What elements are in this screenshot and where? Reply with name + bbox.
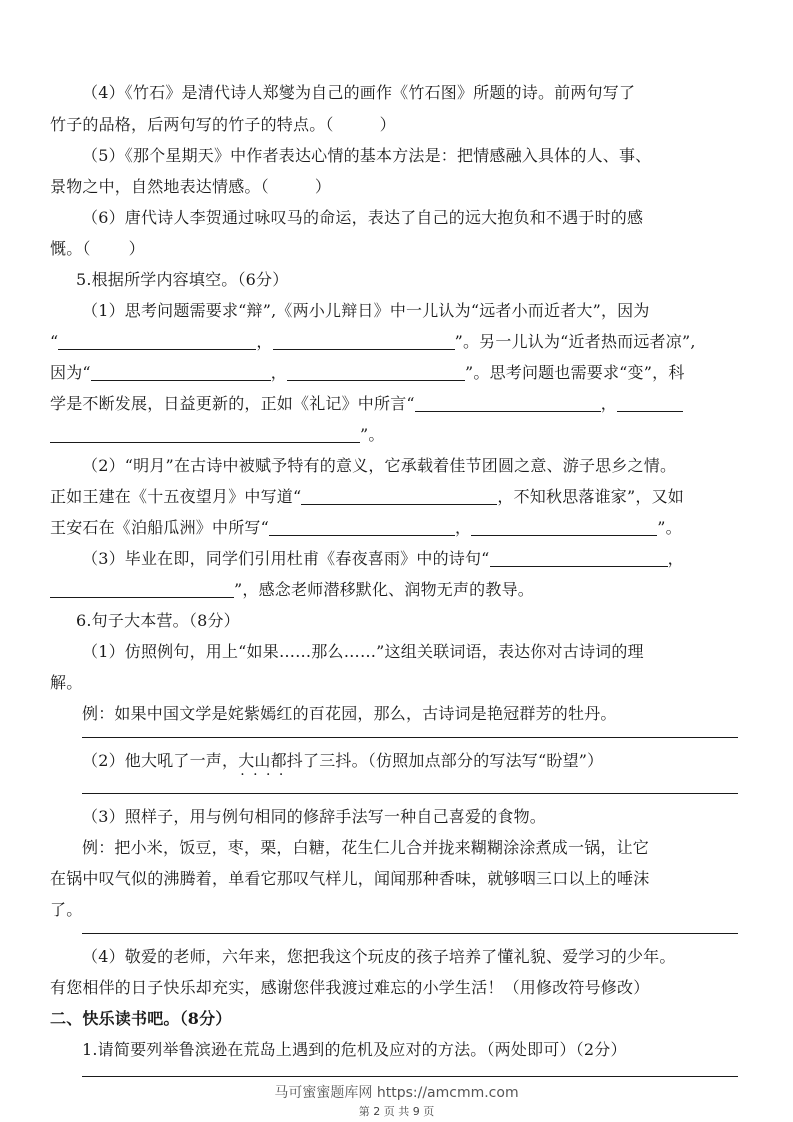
sec6-p3-example1: 例：把小米，饭豆，枣，栗，白糖，花生仁儿合并拢来糊糊涂涂煮成一锅，让它 (82, 838, 650, 857)
sec5-p2-line2: 正如王建在《十五夜望月》中写道“ ，不知秋思落谁家”，又如 (50, 487, 684, 506)
sec5-p1-line5: ”。 (50, 424, 750, 446)
fill-blank[interactable] (617, 395, 683, 412)
section6-title: 6.句子大本营。（8分） (76, 611, 240, 630)
section5-title: 5.根据所学内容填空。（6分） (76, 270, 289, 289)
q5-line2: 景物之中，自然地表达情感。（ ） (50, 177, 332, 196)
q4-line2: 竹子的品格，后两句写的竹子的特点。（ ） (50, 115, 396, 134)
sec6-p1-line1: （1）仿照例句，用上“如果……那么……”这组关联词语，表达你对古诗词的理 (82, 642, 644, 661)
sec6-p3-line1: （3）照样子，用与例句相同的修辞手法写一种自己喜爱的食物。 (82, 807, 546, 826)
q4-line1: （4）《竹石》是清代诗人郑燮为自己的画作《竹石图》所题的诗。前两句写了 (82, 83, 636, 102)
answer-line[interactable] (82, 1076, 738, 1077)
sec5-p3-line2: ”，感念老师潜移默化、润物无声的教导。 (50, 579, 750, 601)
part2-q1: 1.请简要列举鲁滨逊在荒岛上遇到的危机及应对的方法。（两处即可）（2分） (82, 1040, 627, 1059)
sec6-p4-line1: （4）敬爱的老师，六年来，您把我这个玩皮的孩子培养了懂礼貌、爱学习的少年。 (82, 947, 676, 966)
sec6-p3-example2: 在锅中叹气似的沸腾着，单看它那叹气样儿，闻闻那种香味，就够咽三口以上的唾沫 (50, 869, 650, 888)
sec5-p1-line3: 因为“ ， ”。思考问题也需要求“变”，科 (50, 363, 685, 382)
fill-blank[interactable] (50, 581, 234, 598)
sec5-p2-line1: （2）“明月”在古诗中被赋予特有的意义，它承载着佳节团圆之意、游子思乡之情。 (82, 456, 677, 475)
fill-blank[interactable] (273, 333, 455, 350)
q6-line2: 慨。（ ） (50, 239, 145, 258)
answer-line[interactable] (82, 737, 738, 738)
sec6-p1-line2: 解。 (50, 673, 83, 692)
sec6-p2-line: （2）他大吼了一声，大山都抖了三抖 · ·。（仿照加点部分的写法写“盼望”） (82, 750, 750, 772)
answer-line[interactable] (82, 793, 738, 794)
sec6-p3-example3: 了。 (50, 900, 83, 919)
part2-title: 二、快乐读书吧。（8分） (50, 1009, 232, 1028)
q5-line1: （5）《那个星期天》中作者表达心情的基本方法是：把情感融入具体的人、事、 (82, 146, 652, 165)
sec5-p1-line2: “ ， ”。另一儿认为“近者热而远者凉”, (50, 332, 696, 351)
sec5-p1-line1: （1）思考问题需要求“辩”,《两小儿辩日》中一儿认为“远者小而近者大”，因为 (82, 301, 650, 320)
q6-line1: （6）唐代诗人李贺通过咏叹马的命运，表达了自己的远大抱负和不遇于时的感 (82, 208, 644, 227)
sec6-p1-example: 例：如果中国文学是姹紫嫣红的百花园，那么，古诗词是艳冠群芳的牡丹。 (82, 704, 617, 723)
dotted-emphasis: 大山都抖了三抖 · · (238, 750, 351, 772)
sec5-p3-line1: （3）毕业在即，同学们引用杜甫《春夜喜雨》中的诗句“ ， (82, 549, 684, 568)
answer-line[interactable] (82, 933, 738, 934)
fill-blank[interactable] (91, 364, 271, 381)
fill-blank[interactable] (269, 519, 455, 536)
fill-blank[interactable] (58, 333, 256, 350)
page-number: 第 2 页 共 9 页 (358, 1105, 435, 1118)
fill-blank[interactable] (50, 426, 360, 443)
fill-blank[interactable] (287, 364, 465, 381)
sec6-p4-line2: 有您相伴的日子快乐却充实，感谢您伴我渡过难忘的小学生活！（用修改符号修改） (50, 978, 650, 997)
fill-blank[interactable] (490, 550, 668, 567)
fill-blank[interactable] (471, 519, 657, 536)
sec5-p2-line3: 王安石在《泊船瓜洲》中所写“ ， ”。 (50, 518, 682, 537)
fill-blank[interactable] (301, 488, 497, 505)
footer-site: 马可蜜蜜题库网 https://amcmm.com (274, 1085, 519, 1101)
fill-blank[interactable] (415, 395, 601, 412)
sec5-p1-line4: 学是不断发展，日益更新的，正如《礼记》中所言“ ， (50, 393, 750, 415)
